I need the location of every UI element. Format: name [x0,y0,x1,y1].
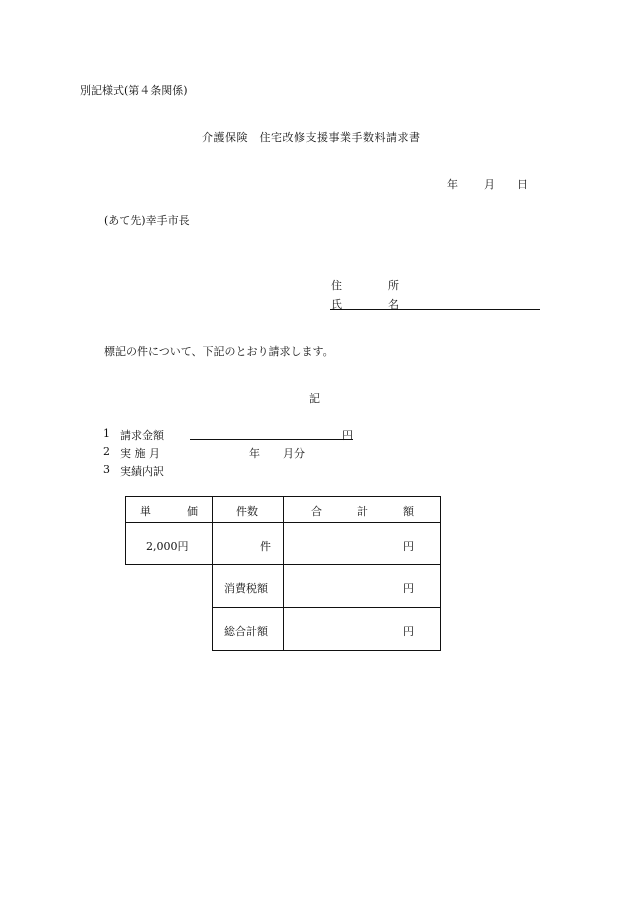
header-total-2: 計 [357,505,368,518]
grand-total-unit: 円 [403,625,414,638]
table-vline-right [440,496,441,651]
table-vline-2 [212,496,213,651]
table-vline-left [125,496,126,565]
item1-number: 1 [103,427,110,440]
item2-number: 2 [103,445,110,458]
row1-unit-price: 2,000円 [146,540,189,553]
amount-unit: 円 [342,429,353,442]
item1-label: 請求金額 [120,429,164,442]
intro-text: 標記の件について、下記のとおり請求します。 [104,345,334,358]
header-unit-price-2: 価 [187,505,198,518]
header-total-3: 額 [403,505,414,518]
form-label: 別記様式(第４条関係) [80,84,188,97]
date-month-label: 月 [484,178,495,191]
addressee: (あて先)幸手市長 [104,214,190,227]
name-label-char-1: 氏 [331,298,342,311]
item3-number: 3 [103,463,110,476]
tax-unit: 円 [403,582,414,595]
row1-total-unit: 円 [403,540,414,553]
address-label-char-1: 住 [331,279,342,292]
date-year-label: 年 [447,178,458,191]
ki-heading: 記 [309,392,320,405]
amount-underline [190,439,338,440]
tax-label: 消費税額 [224,582,268,595]
item2-label: 実 施 月 [120,447,160,460]
table-vline-3 [283,496,284,651]
address-label-char-2: 所 [388,279,399,292]
date-day-label: 日 [517,178,528,191]
header-unit-price-1: 単 [140,505,151,518]
table-hline-row2 [212,607,441,608]
row1-count-unit: 件 [260,540,271,553]
item3-label: 実績内訳 [120,465,164,478]
grand-total-label: 総合計額 [224,625,268,638]
header-total-1: 合 [311,505,322,518]
period-month-label: 月分 [283,447,305,460]
header-count: 件数 [236,505,258,518]
table-hline-bottom [212,650,441,651]
period-year-label: 年 [249,447,260,460]
name-label-char-2: 名 [388,298,399,311]
document-title: 介護保険 住宅改修支援事業手数料請求書 [202,131,421,144]
name-underline [330,309,540,310]
